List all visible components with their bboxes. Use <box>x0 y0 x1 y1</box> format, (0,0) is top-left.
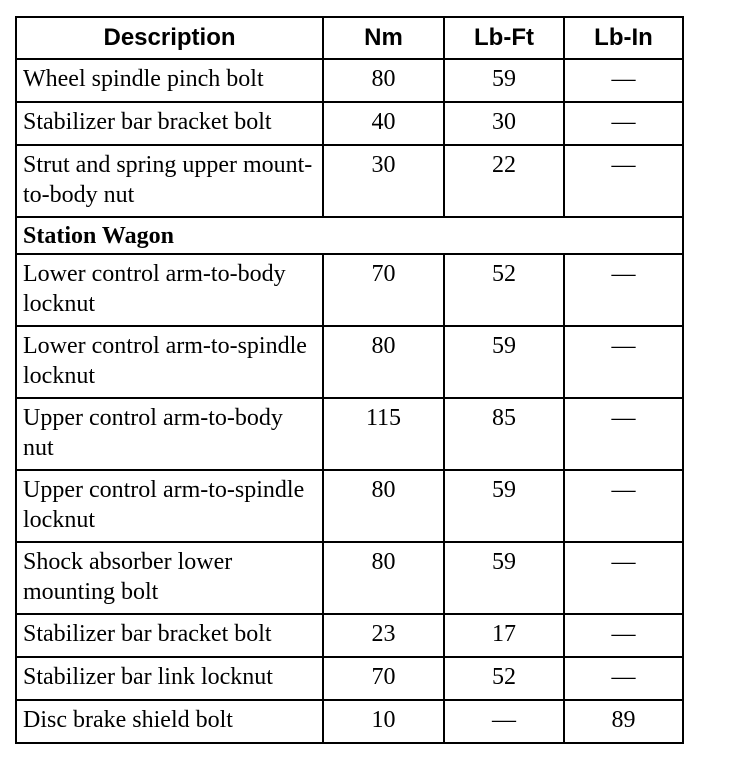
row-lb-ft: 52 <box>444 657 564 700</box>
row-description: Disc brake shield bolt <box>16 700 323 743</box>
row-nm: 10 <box>323 700 444 743</box>
row-lb-ft: 59 <box>444 470 564 542</box>
section-title: Station Wagon <box>16 217 683 254</box>
row-nm: 80 <box>323 326 444 398</box>
row-description: Upper control arm-to-body nut <box>16 398 323 470</box>
row-lb-in: — <box>564 59 683 102</box>
row-description: Strut and spring upper mount-to-body nut <box>16 145 323 217</box>
row-description: Wheel spindle pinch bolt <box>16 59 323 102</box>
row-lb-in: — <box>564 614 683 657</box>
row-lb-ft: 22 <box>444 145 564 217</box>
header-lb-ft: Lb-Ft <box>444 17 564 59</box>
header-row <box>16 17 683 59</box>
table-row <box>16 254 683 326</box>
row-lb-in: — <box>564 326 683 398</box>
row-lb-ft: 59 <box>444 326 564 398</box>
table-row <box>16 542 683 614</box>
table-row <box>16 398 683 470</box>
table-row <box>16 614 683 657</box>
row-nm: 80 <box>323 542 444 614</box>
torque-specifications-table <box>15 16 684 744</box>
row-description: Stabilizer bar bracket bolt <box>16 102 323 145</box>
table-row <box>16 145 683 217</box>
row-lb-ft: 17 <box>444 614 564 657</box>
table-row <box>16 102 683 145</box>
section-header-row <box>16 217 683 254</box>
row-lb-ft: 59 <box>444 59 564 102</box>
table-row <box>16 326 683 398</box>
row-lb-in: — <box>564 657 683 700</box>
row-lb-in: — <box>564 102 683 145</box>
header-description: Description <box>16 17 323 59</box>
row-description: Lower control arm-to-body locknut <box>16 254 323 326</box>
row-nm: 30 <box>323 145 444 217</box>
row-lb-ft: 30 <box>444 102 564 145</box>
table-row <box>16 700 683 743</box>
row-nm: 23 <box>323 614 444 657</box>
header-lb-in: Lb-In <box>564 17 683 59</box>
row-nm: 80 <box>323 59 444 102</box>
header-nm: Nm <box>323 17 444 59</box>
row-description: Stabilizer bar link locknut <box>16 657 323 700</box>
row-lb-in: — <box>564 254 683 326</box>
table-row <box>16 59 683 102</box>
row-description: Lower control arm-to-spindle locknut <box>16 326 323 398</box>
row-nm: 70 <box>323 657 444 700</box>
row-nm: 115 <box>323 398 444 470</box>
row-lb-ft: 85 <box>444 398 564 470</box>
row-nm: 80 <box>323 470 444 542</box>
row-description: Shock absorber lower mounting bolt <box>16 542 323 614</box>
row-lb-in: — <box>564 145 683 217</box>
row-lb-in: — <box>564 470 683 542</box>
row-description: Upper control arm-to-spindle locknut <box>16 470 323 542</box>
row-lb-in: 89 <box>564 700 683 743</box>
row-lb-ft: — <box>444 700 564 743</box>
row-nm: 40 <box>323 102 444 145</box>
row-lb-in: — <box>564 398 683 470</box>
row-lb-ft: 59 <box>444 542 564 614</box>
row-nm: 70 <box>323 254 444 326</box>
row-lb-ft: 52 <box>444 254 564 326</box>
table-row <box>16 470 683 542</box>
row-description: Stabilizer bar bracket bolt <box>16 614 323 657</box>
row-lb-in: — <box>564 542 683 614</box>
table-row <box>16 657 683 700</box>
